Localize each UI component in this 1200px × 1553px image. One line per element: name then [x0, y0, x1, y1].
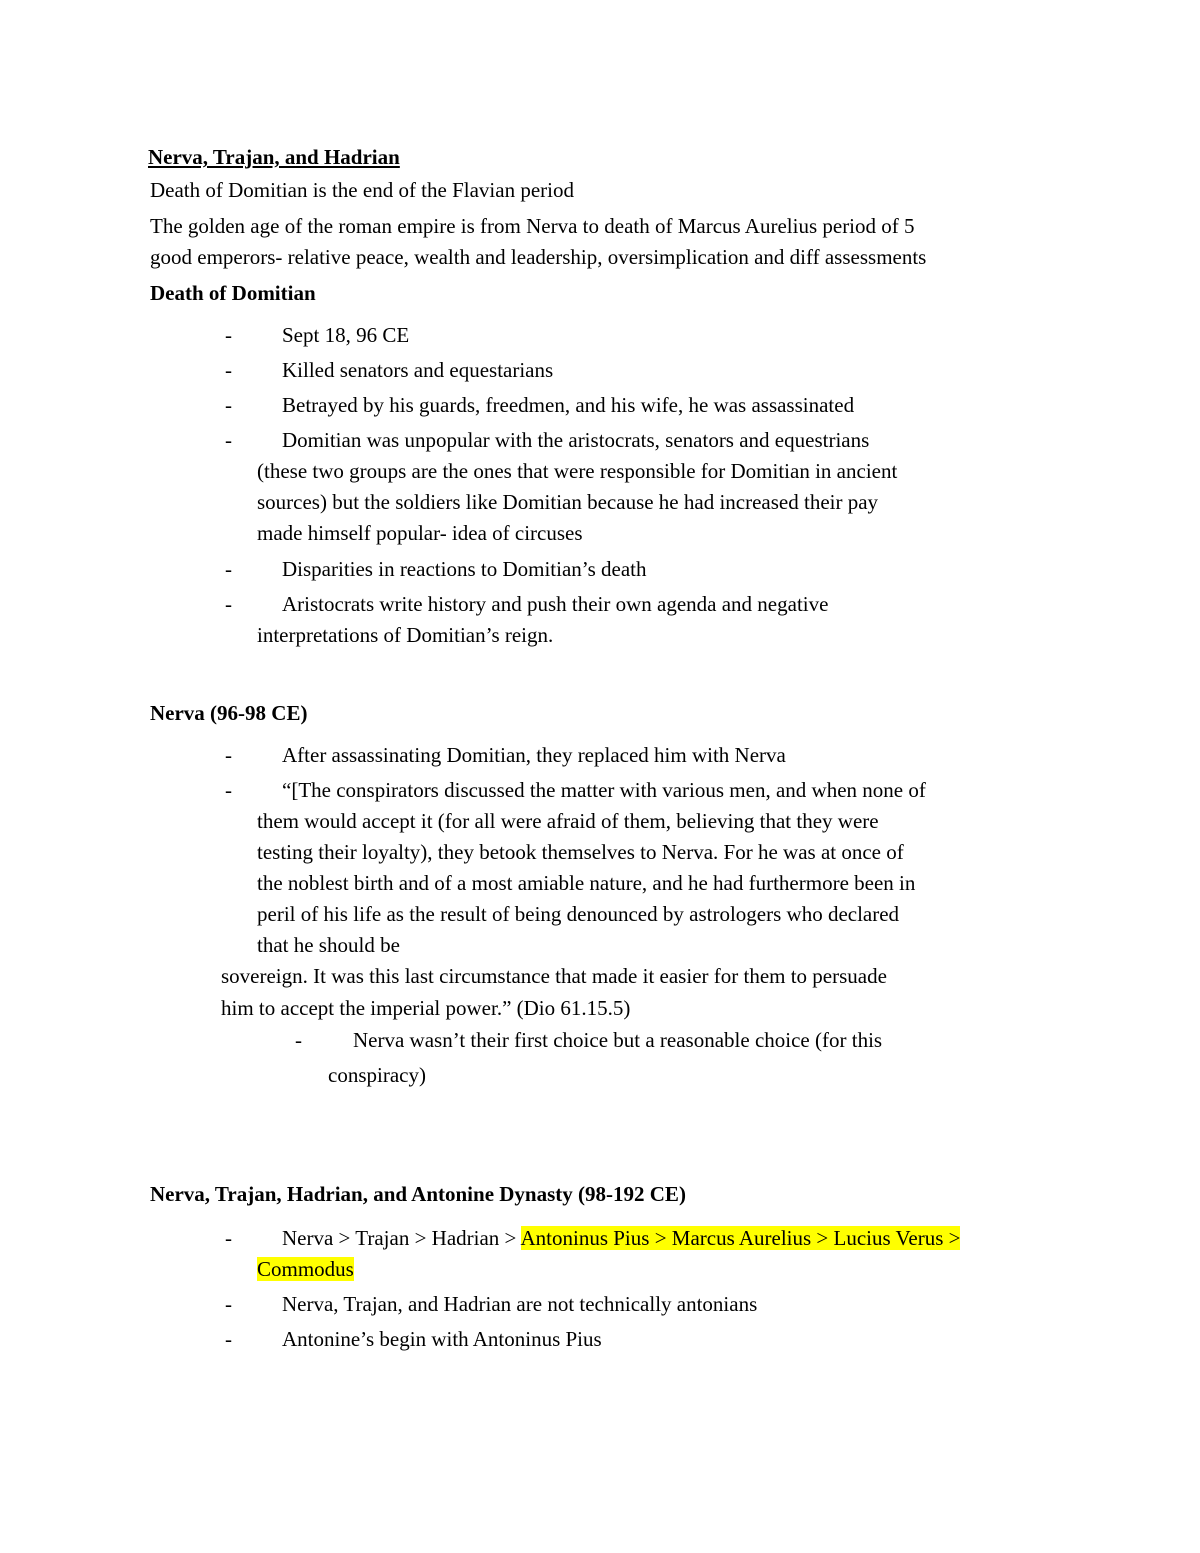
quote-line: peril of his life as the result of being denounced by astrologers who declared [257, 902, 900, 926]
sub-bullet-dash: - [295, 1028, 302, 1052]
quote-line: the noblest birth and of a most amiable nature, and he had furthermore been in [257, 871, 916, 895]
intro-line-1: Death of Domitian is the end of the Flavian period [150, 178, 574, 202]
quote-line: them would accept it (for all were afraid of them, believing that they were [257, 809, 879, 833]
document-title: Nerva, Trajan, and Hadrian [148, 145, 400, 169]
bullet-dash: - [225, 428, 232, 452]
bullet-dash: - [225, 1327, 232, 1351]
bullet-dash: - [225, 743, 232, 767]
bullet-dash: - [225, 1226, 232, 1250]
bullet-dash: - [225, 358, 232, 382]
bullet-dash: - [225, 557, 232, 581]
bullet-dash: - [225, 393, 232, 417]
quote-line: him to accept the imperial power.” (Dio 61.15.5) [221, 996, 631, 1020]
quote-line: sovereign. It was this last circumstance that made it easier for them to persuade [221, 964, 887, 988]
list-item: After assassinating Domitian, they replaced him with Nerva [282, 743, 786, 767]
bullet-dash: - [225, 323, 232, 347]
list-item-continuation: interpretations of Domitian’s reign. [257, 623, 554, 647]
succession-plain-text: Nerva > Trajan > Hadrian > [282, 1226, 521, 1250]
list-item: Betrayed by his guards, freedmen, and his wife, he was assassinated [282, 393, 855, 417]
section-heading-death-of-domitian: Death of Domitian [150, 281, 316, 305]
succession-highlighted-text: Antoninus Pius > Marcus Aurelius > Lucius Verus > [520, 1226, 961, 1250]
list-item: Nerva, Trajan, and Hadrian are not technically antonians [282, 1292, 758, 1316]
succession-highlighted-text: Commodus [257, 1257, 354, 1281]
intro-line-3: good emperors- relative peace, wealth and leadership, oversimplication and diff assessments [150, 245, 927, 269]
bullet-dash: - [225, 1292, 232, 1316]
list-item-continuation: made himself popular- idea of circuses [257, 521, 583, 545]
quote-line: “[The conspirators discussed the matter with various men, and when none of [282, 778, 926, 802]
list-item-continuation: (these two groups are the ones that were responsible for Domitian in ancient [257, 459, 898, 483]
list-item: Antonine’s begin with Antoninus Pius [282, 1327, 602, 1351]
sub-list-item: Nerva wasn’t their first choice but a reasonable choice (for this [353, 1028, 883, 1052]
list-item: Disparities in reactions to Domitian’s death [282, 557, 647, 581]
list-item: Killed senators and equestarians [282, 358, 554, 382]
sub-list-item-continuation: conspiracy) [328, 1063, 426, 1087]
bullet-dash: - [225, 778, 232, 802]
list-item-continuation [257, 1254, 354, 1285]
bullet-dash: - [225, 592, 232, 616]
section-heading-nerva: Nerva (96-98 CE) [150, 701, 308, 725]
list-item: Sept 18, 96 CE [282, 323, 410, 347]
quote-line: that he should be [257, 933, 400, 957]
intro-line-2: The golden age of the roman empire is from Nerva to death of Marcus Aurelius period of 5 [150, 214, 915, 238]
list-item: Domitian was unpopular with the aristocrats, senators and equestrians [282, 428, 870, 452]
list-item-continuation: sources) but the soldiers like Domitian because he had increased their pay [257, 490, 879, 514]
list-item: Aristocrats write history and push their own agenda and negative [282, 592, 829, 616]
list-item-succession [282, 1223, 960, 1254]
section-heading-antonine-dynasty: Nerva, Trajan, Hadrian, and Antonine Dynasty (98-192 CE) [150, 1182, 686, 1206]
quote-line: testing their loyalty), they betook themselves to Nerva. For he was at once of [257, 840, 904, 864]
